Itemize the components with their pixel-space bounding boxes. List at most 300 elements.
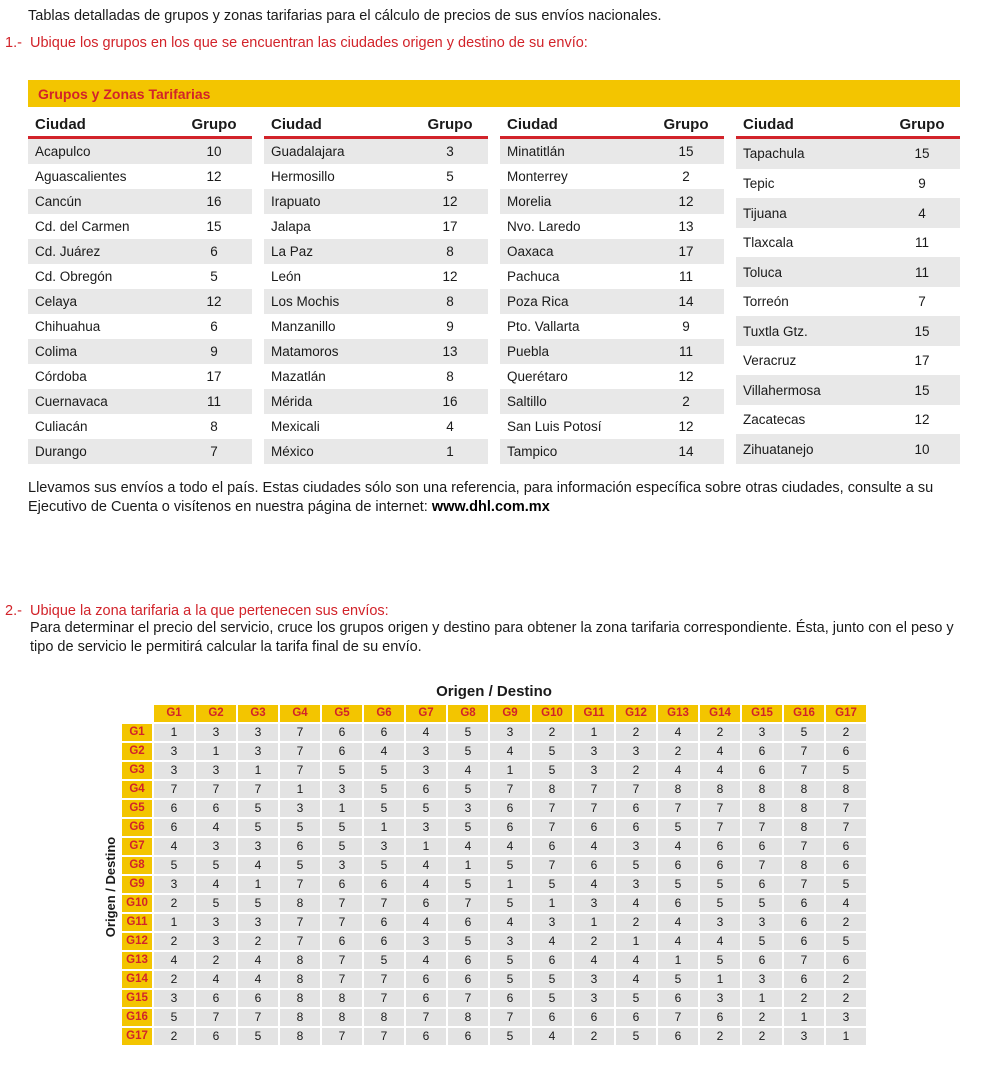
- matrix-cell: 3: [490, 724, 530, 741]
- matrix-cell: 5: [238, 800, 278, 817]
- city-name: Tijuana: [743, 205, 787, 221]
- matrix-cell: 1: [154, 914, 194, 931]
- matrix-cell: 6: [826, 838, 866, 855]
- matrix-cell: 6: [364, 914, 404, 931]
- matrix-col-header: G7: [406, 705, 446, 722]
- group-number: 8: [446, 244, 454, 259]
- group-number: 10: [914, 441, 930, 457]
- matrix-cell: 4: [238, 952, 278, 969]
- matrix-cell: 6: [742, 838, 782, 855]
- matrix-cell: 2: [826, 971, 866, 988]
- group-number: 9: [682, 319, 690, 334]
- city-name: Monterrey: [507, 169, 568, 184]
- matrix-cell: 4: [490, 743, 530, 760]
- matrix-cell: 5: [826, 876, 866, 893]
- city-row: [264, 314, 488, 339]
- group-number: 9: [210, 344, 218, 359]
- matrix-cell: 6: [406, 1028, 446, 1045]
- matrix-col-header: G15: [742, 705, 782, 722]
- city-row: [264, 164, 488, 189]
- matrix-cell: 5: [196, 895, 236, 912]
- city-name: San Luis Potosí: [507, 419, 602, 434]
- matrix-cell: 3: [238, 838, 278, 855]
- city-row: [264, 189, 488, 214]
- matrix-cell: 5: [616, 1028, 656, 1045]
- matrix-cell: 6: [532, 838, 572, 855]
- matrix-cell: 5: [364, 762, 404, 779]
- matrix-cell: 2: [742, 1028, 782, 1045]
- matrix-col-header: G12: [616, 705, 656, 722]
- matrix-cell: 8: [322, 1009, 362, 1026]
- matrix-cell: 4: [574, 876, 614, 893]
- city-column-header: Ciudad: [500, 114, 648, 138]
- matrix-cell: 5: [280, 857, 320, 874]
- matrix-cell: 7: [574, 781, 614, 798]
- section2-number: 2.-: [5, 603, 22, 619]
- city-row: [500, 189, 724, 214]
- matrix-cell: 7: [742, 857, 782, 874]
- matrix-cell: 3: [616, 743, 656, 760]
- matrix-cell: 6: [322, 743, 362, 760]
- matrix-cell: 5: [364, 952, 404, 969]
- matrix-cell: 8: [784, 800, 824, 817]
- matrix-cell: 4: [658, 724, 698, 741]
- matrix-cell: 4: [700, 762, 740, 779]
- reference-note-text: Llevamos sus envíos a todo el país. Estas ciudades sólo son una referencia, para información específica sobre otras ciudades, consulte a su Ejecutivo de Cuenta o visítenos en nuestra página de internet:: [28, 480, 934, 515]
- matrix-cell: 6: [742, 952, 782, 969]
- group-number: 17: [206, 369, 222, 384]
- matrix-cell: 4: [532, 933, 572, 950]
- group-column-header: Grupo: [648, 114, 724, 138]
- matrix-cell: 6: [532, 952, 572, 969]
- group-number: 5: [446, 169, 454, 184]
- city-row: [736, 316, 960, 346]
- group-number: 4: [446, 419, 454, 434]
- city-name: Aguascalientes: [35, 169, 127, 184]
- city-name: Cd. Juárez: [35, 244, 101, 259]
- matrix-cell: 7: [322, 952, 362, 969]
- city-row: [28, 164, 252, 189]
- group-number: 12: [678, 419, 694, 434]
- matrix-cell: 7: [154, 781, 194, 798]
- matrix-row-header: G6: [122, 819, 152, 836]
- group-number: 11: [678, 269, 693, 284]
- section1-title: Ubique los grupos en los que se encuentran las ciudades origen y destino de su envío:: [30, 35, 588, 51]
- matrix-cell: 6: [826, 857, 866, 874]
- matrix-cell: 7: [574, 800, 614, 817]
- matrix-cell: 1: [322, 800, 362, 817]
- matrix-cell: 2: [238, 933, 278, 950]
- matrix-cell: 2: [574, 1028, 614, 1045]
- matrix-row: [122, 895, 866, 912]
- matrix-cell: 3: [280, 800, 320, 817]
- matrix-cell: 7: [658, 800, 698, 817]
- matrix-cell: 4: [154, 838, 194, 855]
- matrix-col-header: G2: [196, 705, 236, 722]
- matrix-cell: 4: [196, 819, 236, 836]
- matrix-cell: 6: [574, 1009, 614, 1026]
- matrix-cell: 2: [826, 990, 866, 1007]
- group-column-header: Grupo: [412, 114, 488, 138]
- matrix-cell: 6: [490, 800, 530, 817]
- matrix-cell: 7: [322, 895, 362, 912]
- matrix-cell: 3: [364, 838, 404, 855]
- matrix-cell: 7: [700, 800, 740, 817]
- matrix-cell: 3: [238, 914, 278, 931]
- city-row: [736, 257, 960, 287]
- matrix-cell: 3: [448, 800, 488, 817]
- city-name: Veracruz: [743, 353, 797, 369]
- group-number: 9: [918, 176, 926, 192]
- matrix-cell: 4: [406, 952, 446, 969]
- matrix-cell: 2: [826, 914, 866, 931]
- matrix-col-header: G9: [490, 705, 530, 722]
- matrix-cell: 7: [826, 819, 866, 836]
- matrix-cell: 1: [238, 876, 278, 893]
- matrix-cell: 6: [616, 819, 656, 836]
- matrix-cell: 5: [406, 800, 446, 817]
- matrix-cell: 7: [196, 781, 236, 798]
- city-row: [500, 289, 724, 314]
- matrix-cell: 4: [574, 838, 614, 855]
- matrix-cell: 1: [616, 933, 656, 950]
- matrix-cell: 5: [742, 933, 782, 950]
- matrix-cell: 7: [532, 857, 572, 874]
- matrix-cell: 3: [154, 762, 194, 779]
- matrix-cell: 6: [826, 952, 866, 969]
- matrix-cell: 8: [280, 952, 320, 969]
- matrix-row: [122, 933, 866, 950]
- matrix-cell: 8: [322, 990, 362, 1007]
- matrix-cell: 6: [406, 971, 446, 988]
- matrix-cell: 4: [154, 952, 194, 969]
- matrix-cell: 7: [784, 762, 824, 779]
- group-number: 12: [206, 294, 222, 309]
- city-row: [736, 375, 960, 405]
- matrix-cell: 8: [280, 895, 320, 912]
- intro-text: Tablas detalladas de grupos y zonas tarifarias para el cálculo de precios de sus envíos nacionales.: [28, 8, 662, 24]
- matrix-cell: 7: [532, 800, 572, 817]
- city-row: [736, 346, 960, 376]
- matrix-cell: 7: [364, 895, 404, 912]
- matrix-cell: 4: [658, 914, 698, 931]
- matrix-cell: 2: [700, 724, 740, 741]
- matrix-row: [122, 838, 866, 855]
- matrix-title: Origen / Destino: [436, 683, 552, 700]
- matrix-cell: 7: [448, 990, 488, 1007]
- matrix-cell: 7: [322, 1028, 362, 1045]
- matrix-cell: 6: [658, 895, 698, 912]
- matrix-cell: 6: [700, 857, 740, 874]
- matrix-cell: 3: [196, 933, 236, 950]
- group-number: 8: [446, 294, 454, 309]
- matrix-cell: 7: [448, 895, 488, 912]
- city-row: [736, 228, 960, 258]
- matrix-row-header: G14: [122, 971, 152, 988]
- group-number: 12: [678, 194, 694, 209]
- matrix-cell: 8: [448, 1009, 488, 1026]
- matrix-cell: 3: [322, 781, 362, 798]
- group-number: 15: [914, 146, 930, 162]
- matrix-cell: 3: [616, 876, 656, 893]
- matrix-cell: 5: [784, 724, 824, 741]
- matrix-cell: 6: [448, 1028, 488, 1045]
- city-row: [264, 289, 488, 314]
- group-number: 15: [914, 382, 930, 398]
- matrix-cell: 8: [364, 1009, 404, 1026]
- city-row: [28, 289, 252, 314]
- matrix-cell: 5: [322, 838, 362, 855]
- city-name: Córdoba: [35, 369, 87, 384]
- matrix-cell: 3: [406, 743, 446, 760]
- matrix-cell: 8: [280, 971, 320, 988]
- city-row: [736, 169, 960, 199]
- matrix-cell: 3: [406, 819, 446, 836]
- matrix-cell: 4: [364, 743, 404, 760]
- matrix-cell: 8: [280, 990, 320, 1007]
- group-number: 10: [206, 144, 222, 159]
- matrix-cell: 5: [826, 933, 866, 950]
- matrix-cell: 4: [574, 952, 614, 969]
- matrix-row-header: G10: [122, 895, 152, 912]
- matrix-cell: 7: [784, 743, 824, 760]
- city-name: Villahermosa: [743, 382, 821, 398]
- matrix-cell: 5: [658, 819, 698, 836]
- matrix-cell: 5: [448, 743, 488, 760]
- matrix-cell: 7: [364, 990, 404, 1007]
- matrix-cell: 5: [658, 876, 698, 893]
- city-name: Tapachula: [743, 146, 805, 162]
- group-number: 15: [678, 144, 694, 159]
- matrix-cell: 4: [406, 876, 446, 893]
- matrix-cell: 7: [238, 1009, 278, 1026]
- matrix-cell: 5: [322, 762, 362, 779]
- city-name: Tlaxcala: [743, 235, 794, 251]
- matrix-cell: 1: [490, 762, 530, 779]
- matrix-cell: 3: [196, 762, 236, 779]
- matrix-col-header: G1: [154, 705, 194, 722]
- matrix-cell: 4: [448, 762, 488, 779]
- group-column-header: Grupo: [884, 114, 960, 138]
- matrix-cell: 6: [406, 781, 446, 798]
- city-name: Tepic: [743, 176, 775, 192]
- matrix-cell: 7: [784, 952, 824, 969]
- city-name: Mérida: [271, 394, 313, 409]
- matrix-cell: 3: [322, 857, 362, 874]
- city-name: Zacatecas: [743, 412, 806, 428]
- section1-heading: [5, 35, 960, 51]
- matrix-row-header: G13: [122, 952, 152, 969]
- matrix-cell: 5: [448, 724, 488, 741]
- matrix-cell: 3: [700, 914, 740, 931]
- matrix-corner: [122, 705, 152, 722]
- matrix-row: [122, 800, 866, 817]
- matrix-cell: 1: [742, 990, 782, 1007]
- group-number: 11: [914, 235, 929, 251]
- matrix-cell: 5: [532, 971, 572, 988]
- matrix-col-header: G4: [280, 705, 320, 722]
- matrix-cell: 3: [154, 876, 194, 893]
- matrix-cell: 1: [238, 762, 278, 779]
- matrix-cell: 5: [364, 800, 404, 817]
- matrix-cell: 5: [490, 971, 530, 988]
- matrix-cell: 2: [154, 971, 194, 988]
- city-row: [264, 439, 488, 464]
- matrix-cell: 6: [196, 1028, 236, 1045]
- matrix-cell: 1: [574, 724, 614, 741]
- matrix-cell: 3: [700, 990, 740, 1007]
- matrix-cell: 6: [616, 1009, 656, 1026]
- matrix-cell: 3: [574, 762, 614, 779]
- matrix-cell: 5: [154, 1009, 194, 1026]
- city-name: Pachuca: [507, 269, 560, 284]
- group-number: 16: [442, 394, 458, 409]
- matrix-cell: 5: [700, 895, 740, 912]
- matrix-cell: 5: [742, 895, 782, 912]
- matrix-cell: 7: [784, 838, 824, 855]
- city-name: Morelia: [507, 194, 552, 209]
- city-column-header: Ciudad: [264, 114, 412, 138]
- city-group-table: [28, 114, 252, 464]
- city-row: [28, 264, 252, 289]
- matrix-cell: 2: [784, 990, 824, 1007]
- city-name: Jalapa: [271, 219, 311, 234]
- city-name: Matamoros: [271, 344, 339, 359]
- city-name: Mazatlán: [271, 369, 326, 384]
- matrix-cell: 7: [280, 876, 320, 893]
- matrix-cell: 2: [616, 724, 656, 741]
- city-row: [28, 364, 252, 389]
- matrix-cell: 1: [826, 1028, 866, 1045]
- matrix-row: [122, 724, 866, 741]
- city-name: Chihuahua: [35, 319, 101, 334]
- matrix-cell: 3: [574, 971, 614, 988]
- city-row: [736, 434, 960, 464]
- matrix-cell: 6: [742, 743, 782, 760]
- city-row: [500, 364, 724, 389]
- matrix-cell: 4: [616, 971, 656, 988]
- matrix-cell: 2: [154, 895, 194, 912]
- matrix-cell: 7: [364, 1028, 404, 1045]
- matrix-cell: 4: [700, 743, 740, 760]
- matrix-cell: 2: [196, 952, 236, 969]
- matrix-side-label: Origen / Destino: [103, 836, 118, 938]
- city-row: [500, 389, 724, 414]
- matrix-row: [122, 990, 866, 1007]
- group-number: 12: [442, 269, 458, 284]
- matrix-cell: 5: [532, 762, 572, 779]
- matrix-cell: 5: [322, 819, 362, 836]
- group-number: 4: [918, 205, 926, 221]
- matrix-cell: 4: [406, 857, 446, 874]
- city-row: [28, 138, 252, 165]
- city-name: Puebla: [507, 344, 550, 359]
- matrix-cell: 4: [196, 971, 236, 988]
- group-number: 7: [210, 444, 218, 459]
- matrix-cell: 6: [784, 971, 824, 988]
- matrix-cell: 7: [280, 933, 320, 950]
- matrix-row: [122, 971, 866, 988]
- matrix-cell: 2: [742, 1009, 782, 1026]
- matrix-cell: 1: [574, 914, 614, 931]
- matrix-cell: 6: [826, 743, 866, 760]
- matrix-cell: 5: [448, 876, 488, 893]
- matrix-cell: 7: [784, 876, 824, 893]
- matrix-cell: 6: [784, 895, 824, 912]
- matrix-cell: 4: [658, 838, 698, 855]
- matrix-cell: 6: [322, 724, 362, 741]
- city-group-table: [736, 114, 960, 464]
- matrix-cell: 7: [742, 819, 782, 836]
- group-number: 2: [682, 394, 690, 409]
- matrix-cell: 7: [322, 914, 362, 931]
- city-name: Cd. Obregón: [35, 269, 113, 284]
- matrix-cell: 5: [616, 857, 656, 874]
- zone-matrix-table: [120, 703, 868, 1047]
- groups-table-title: Grupos y Zonas Tarifarias: [38, 85, 211, 102]
- matrix-cell: 1: [532, 895, 572, 912]
- matrix-cell: 8: [784, 857, 824, 874]
- city-group-tables: [28, 114, 960, 464]
- city-name: Manzanillo: [271, 319, 336, 334]
- matrix-cell: 3: [406, 762, 446, 779]
- matrix-row-header: G4: [122, 781, 152, 798]
- city-row: [264, 138, 488, 165]
- matrix-row-header: G1: [122, 724, 152, 741]
- city-name: Tuxtla Gtz.: [743, 323, 808, 339]
- group-number: 15: [206, 219, 222, 234]
- city-row: [264, 414, 488, 439]
- matrix-cell: 5: [826, 762, 866, 779]
- matrix-cell: 6: [406, 990, 446, 1007]
- matrix-cell: 2: [616, 914, 656, 931]
- matrix-row-header: G11: [122, 914, 152, 931]
- matrix-cell: 6: [490, 819, 530, 836]
- matrix-cell: 6: [448, 952, 488, 969]
- matrix-cell: 6: [322, 933, 362, 950]
- matrix-cell: 7: [406, 1009, 446, 1026]
- section2-heading: [5, 603, 960, 657]
- city-column-header: Ciudad: [28, 114, 176, 138]
- city-row: [264, 214, 488, 239]
- city-row: [264, 239, 488, 264]
- group-number: 7: [918, 294, 926, 310]
- matrix-cell: 3: [826, 1009, 866, 1026]
- city-name: Culiacán: [35, 419, 88, 434]
- matrix-cell: 6: [448, 914, 488, 931]
- group-number: 11: [678, 344, 693, 359]
- group-number: 8: [210, 419, 218, 434]
- matrix-cell: 8: [658, 781, 698, 798]
- matrix-cell: 5: [280, 819, 320, 836]
- matrix-cell: 4: [406, 914, 446, 931]
- matrix-cell: 5: [238, 1028, 278, 1045]
- matrix-cell: 4: [490, 838, 530, 855]
- city-row: [264, 264, 488, 289]
- matrix-cell: 3: [196, 724, 236, 741]
- matrix-cell: 5: [532, 990, 572, 1007]
- matrix-cell: 7: [532, 819, 572, 836]
- matrix-cell: 8: [742, 781, 782, 798]
- matrix-cell: 7: [826, 800, 866, 817]
- matrix-cell: 6: [700, 1009, 740, 1026]
- city-row: [28, 314, 252, 339]
- group-number: 11: [206, 394, 221, 409]
- matrix-cell: 6: [280, 838, 320, 855]
- matrix-cell: 5: [700, 876, 740, 893]
- matrix-cell: 6: [364, 933, 404, 950]
- matrix-cell: 1: [658, 952, 698, 969]
